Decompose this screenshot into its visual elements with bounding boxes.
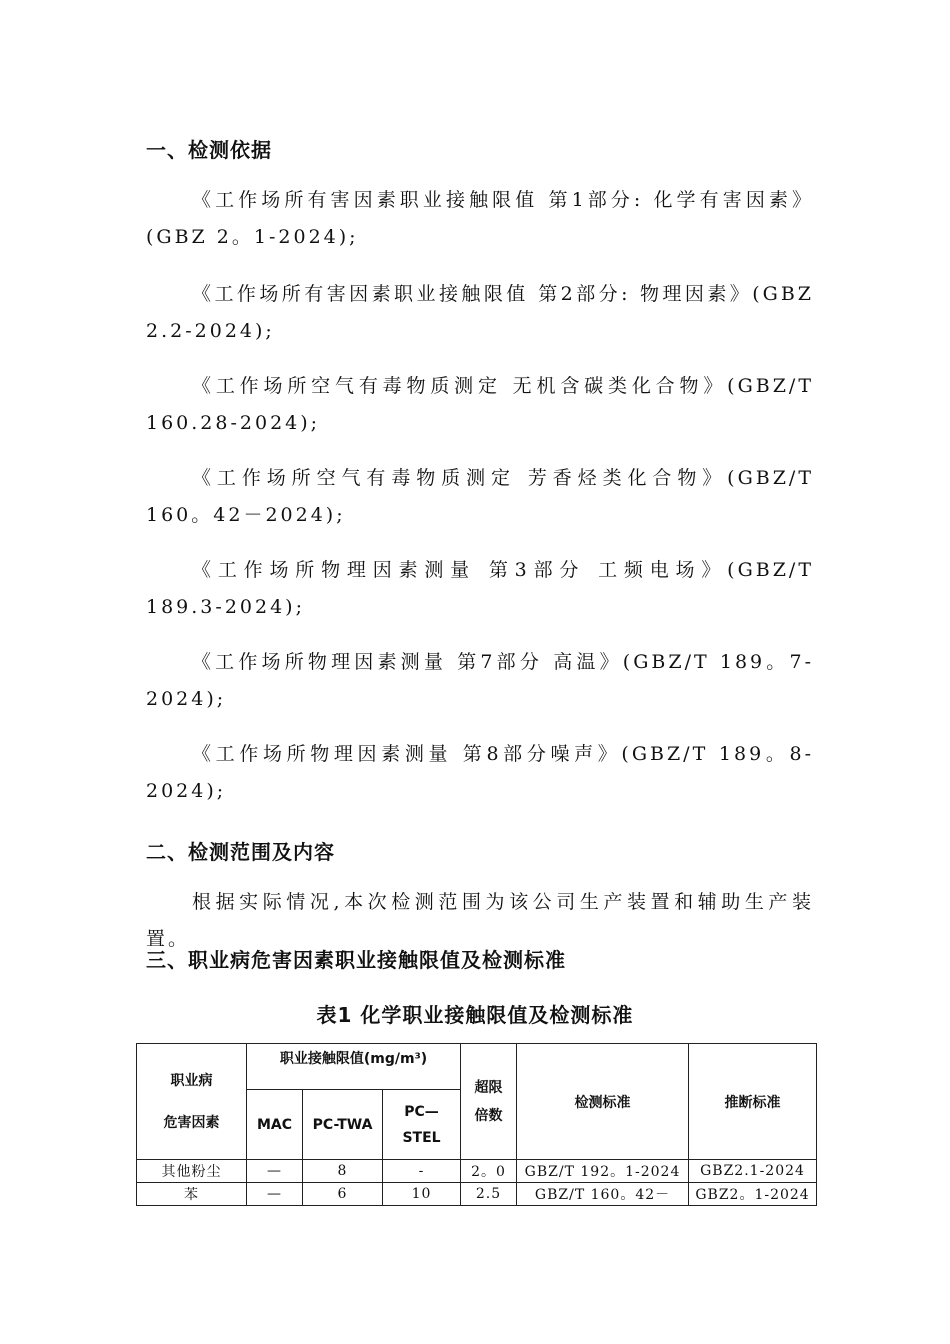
header-pc-twa: PC-TWA <box>303 1090 383 1160</box>
header-pc-stel <box>383 1090 461 1160</box>
cell-factor: 其他粉尘 <box>137 1160 247 1183</box>
cell-method: GBZ/T 192。1-2024 <box>517 1160 689 1183</box>
cell-twa: 6 <box>303 1183 383 1206</box>
header-limit-group: 职业接触限值(mg/m³) <box>247 1044 461 1090</box>
basis-item: 《工作场所有害因素职业接触限值 第1部分: 化学有害因素》(GBZ 2。1-2024); <box>146 189 814 248</box>
cell-method: GBZ/T 160。42－ <box>517 1183 689 1206</box>
limits-table <box>136 1043 817 1206</box>
section-heading-limits: 三、职业病危害因素职业接触限值及检测标准 <box>146 948 566 972</box>
header-excess-line2: 倍数 <box>474 1107 503 1124</box>
basis-item: 《工作场所空气有毒物质测定 无机含碳类化合物》(GBZ/T 160.28-2024); <box>146 375 814 434</box>
scope-text: 根据实际情况,本次检测范围为该公司生产装置和辅助生产装置。 <box>146 891 814 950</box>
basis-item: 《工作场所物理因素测量 第8部分噪声》(GBZ/T 189。8-2024); <box>146 743 814 802</box>
cell-judge: GBZ2.1-2024 <box>689 1160 817 1183</box>
cell-factor: 苯 <box>137 1183 247 1206</box>
cell-mac: — <box>247 1183 303 1206</box>
basis-item: 《工作场所物理因素测量 第7部分 高温》(GBZ/T 189。7-2024); <box>146 651 814 710</box>
basis-item: 《工作场所有害因素职业接触限值 第2部分: 物理因素》(GBZ 2.2-2024); <box>146 283 814 342</box>
cell-mac: — <box>247 1160 303 1183</box>
cell-judge: GBZ2。1-2024 <box>689 1183 817 1206</box>
header-pc-stel-line1: PC— <box>404 1103 439 1120</box>
basis-item: 《工作场所空气有毒物质测定 芳香烃类化合物》(GBZ/T 160。42－2024); <box>146 467 814 526</box>
header-mac: MAC <box>247 1090 303 1160</box>
cell-excess: 2。0 <box>461 1160 517 1183</box>
cell-twa: 8 <box>303 1160 383 1183</box>
header-factor-line2: 危害因素 <box>163 1114 220 1131</box>
basis-item: 《工作场所物理因素测量 第3部分 工频电场》(GBZ/T 189.3-2024); <box>146 559 814 618</box>
table-title: 表1 化学职业接触限值及检测标准 <box>316 1003 634 1027</box>
header-judge: 推断标准 <box>689 1044 817 1160</box>
cell-stel: 10 <box>383 1183 461 1206</box>
header-factor-line1: 职业病 <box>170 1072 213 1089</box>
header-pc-stel-line2: STEL <box>402 1129 441 1146</box>
cell-stel: - <box>383 1160 461 1183</box>
header-method: 检测标准 <box>517 1044 689 1160</box>
header-excess <box>461 1044 517 1160</box>
section-heading-basis: 一、检测依据 <box>146 138 272 162</box>
header-excess-line1: 超限 <box>474 1079 503 1096</box>
table-row <box>137 1183 817 1206</box>
cell-excess: 2.5 <box>461 1183 517 1206</box>
section-heading-scope: 二、检测范围及内容 <box>146 840 335 864</box>
table-row <box>137 1160 817 1183</box>
header-factor <box>137 1044 247 1160</box>
